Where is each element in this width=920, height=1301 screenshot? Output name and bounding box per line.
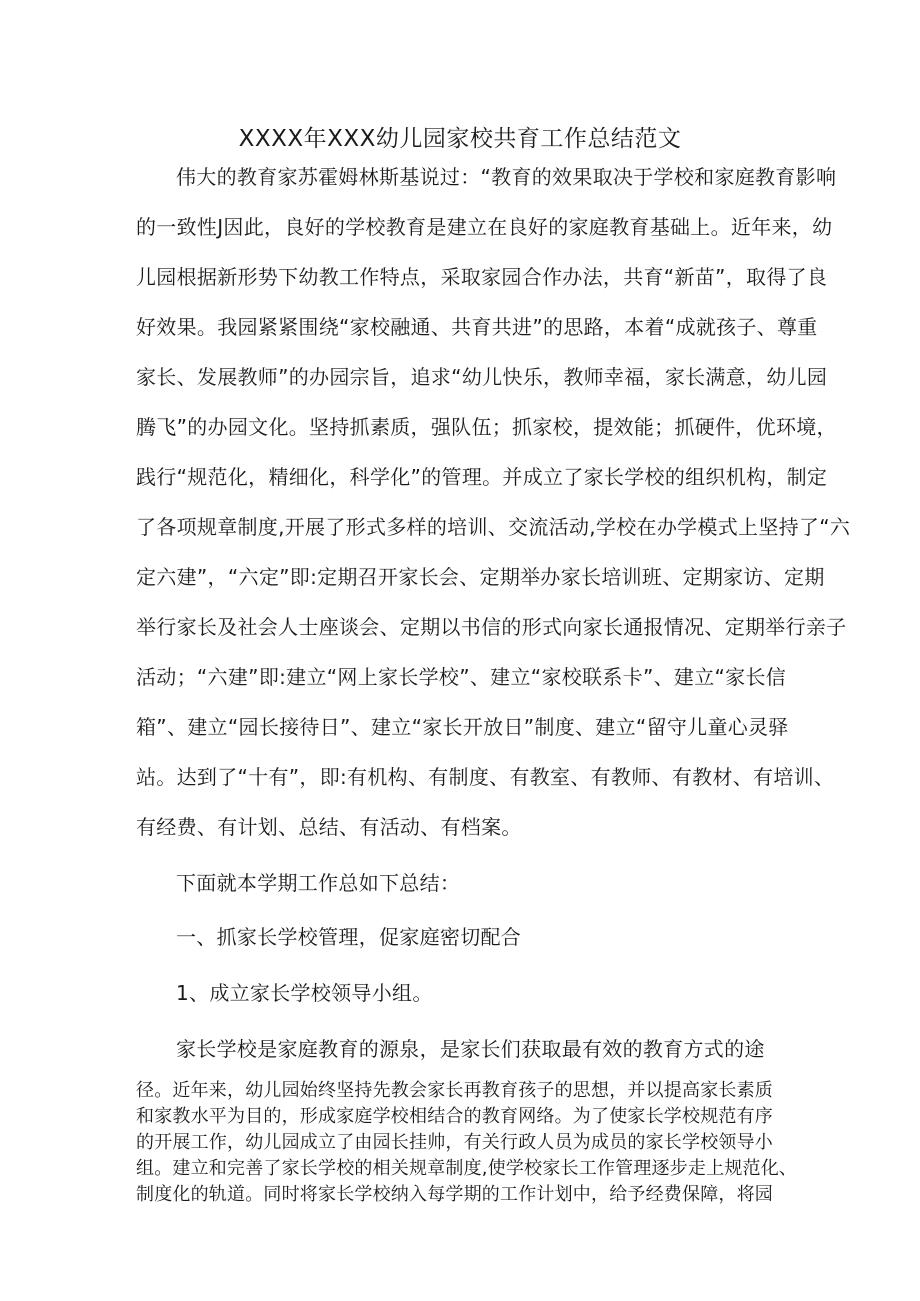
paragraph-line: 制度化的轨道。同时将家长学校纳入每学期的工作计划中，给予经费保障，将园: [136, 1184, 773, 1205]
subsection-heading: 1、成立家长学校领导小组。: [176, 981, 433, 1005]
intro-line: 活动；“六建”即:建立“网上家长学校”、建立“家校联系卡”、建立“家长信: [136, 665, 787, 689]
intro-line: 的一致性J因此，良好的学校教育是建立在良好的家庭教育基础上。近年来，幼: [136, 215, 833, 239]
section-heading: 一、抓家长学校管理，促家庭密切配合: [176, 925, 522, 949]
intro-line: 站。达到了“十有”，即:有机构、有制度、有教室、有教师、有教材、有培训、: [136, 765, 835, 789]
intro-line: 定六建”，“六定”即:定期召开家长会、定期举办家长培训班、定期家访、定期: [136, 565, 825, 589]
intro-line: 腾飞”的办园文化。坚持抓素质，强队伍；抓家校，提效能；抓硬件，优环境，: [136, 415, 837, 439]
intro-line: 有经费、有计划、总结、有活动、有档案。: [136, 815, 522, 839]
intro-line: 箱”、建立“园长接待日”、建立“家长开放日”制度、建立“留守儿童心灵驿: [136, 715, 789, 739]
paragraph-first-line: 家长学校是家庭教育的源泉，是家长们获取最有效的教育方式的途: [176, 1037, 765, 1061]
intro-line: 践行“规范化，精细化，科学化”的管理。并成立了家长学校的组织机构，制定: [136, 465, 828, 489]
summary-intro: 下面就本学期工作总如下总结：: [176, 871, 461, 895]
intro-line: 伟大的教育家苏霍姆林斯基说过：“教育的效果取决于学校和家庭教育影响: [176, 165, 837, 189]
paragraph-line: 的开展工作，幼儿园成立了由园长挂帅，有关行政人员为成员的家长学校领导小: [136, 1132, 773, 1153]
intro-line: 了各项规章制度,开展了形式多样的培训、交流活动,学校在办学模式上坚持了“六: [136, 515, 851, 539]
intro-line: 家长、发展教师”的办园宗旨，追求“幼儿快乐，教师幸福，家长满意，幼儿园: [136, 365, 828, 389]
paragraph-line: 径。近年来，幼儿园始终坚持先教会家长再教育孩子的思想，并以提高家长素质: [136, 1080, 773, 1101]
paragraph-line: 组。建立和完善了家长学校的相关规章制度,使学校家长工作管理逐步走上规范化、: [136, 1158, 798, 1179]
intro-line: 好效果。我园紧紧围绕“家校融通、共育共进”的思路，本着“成就孩子、尊重: [136, 315, 818, 339]
paragraph-line: 和家教水平为目的，形成家庭学校相结合的教育网络。为了使家长学校规范有序: [136, 1106, 773, 1127]
intro-line: 举行家长及社会人士座谈会、定期以书信的形式向家长通报情况、定期举行亲子: [136, 615, 847, 639]
intro-line: 儿园根据新形势下幼教工作特点，采取家园合作办法，共育“新苗”，取得了良: [136, 265, 828, 289]
document-title: XXXX年XXX幼儿园家校共育工作总结范文: [238, 126, 682, 152]
